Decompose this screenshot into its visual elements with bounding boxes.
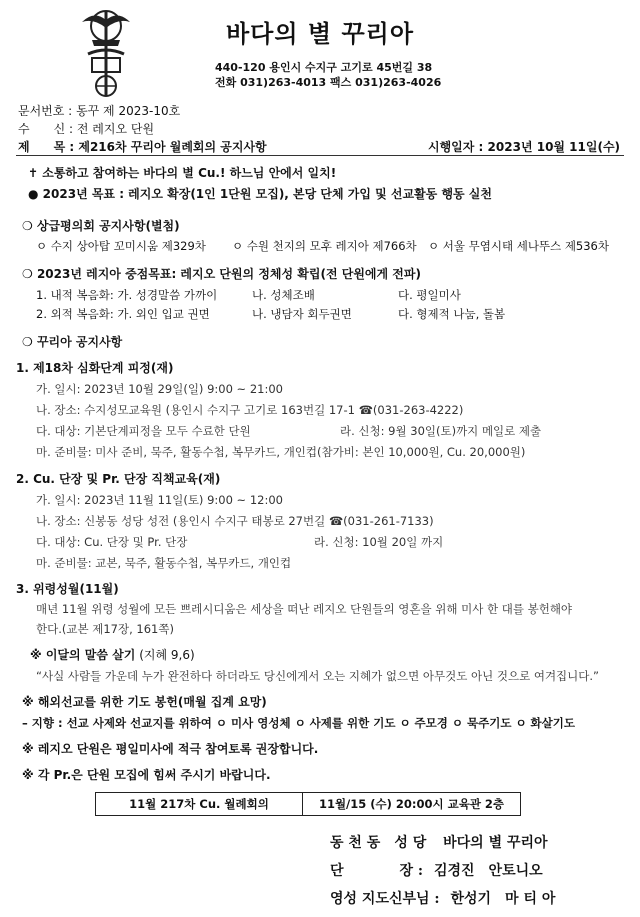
drop-icon: ●: [28, 187, 39, 201]
section-curia-notice: [22, 334, 122, 350]
church-name: 동 천 동 성 당: [330, 835, 427, 851]
header-divider: [16, 155, 624, 156]
meeting-table: [95, 792, 521, 816]
word-reference: (지혜 9,6): [139, 648, 195, 662]
notice-body: 한다.(교본 제17장, 161쪽): [36, 622, 174, 636]
table-row: [96, 793, 521, 816]
list-item: 다. 형제적 나눔, 돌봄: [398, 307, 506, 321]
president-name: 김경진 안토니오: [433, 863, 543, 879]
notice-retreat-title: 1. 제18차 심화단계 피정(재): [16, 361, 174, 375]
recipient: [18, 120, 154, 137]
subject-label: 제 목 :: [18, 140, 75, 154]
notice-line: 가. 일시: 2023년 10월 29일(일) 9:00 ~ 21:00: [36, 382, 283, 396]
circle-bullet-icon: ❍: [22, 219, 33, 233]
notice-memorial-title: 3. 위령성월(11월): [16, 582, 119, 596]
list-item: ㅇ 수원 천지의 모후 레지아 제766차: [232, 239, 417, 253]
list-item: ㅇ 수지 상아탑 꼬미시움 제329차: [36, 239, 206, 253]
doc-number: [18, 102, 180, 119]
list-item: 2. 외적 복음화: 가. 외인 입교 권면: [36, 307, 210, 321]
section-title: 상급평의회 공지사항(별첨): [36, 219, 180, 233]
president-label: 단 장 :: [330, 863, 424, 879]
notice-line: 마. 준비물: 교본, 묵주, 활동수첩, 복무카드, 개인컵: [36, 556, 292, 570]
list-item: 나. 성체조배: [252, 288, 315, 302]
note-recruitment: ※ 각 Pr.은 단원 모집에 힘써 주시기 바랍니다.: [22, 768, 271, 782]
notice-line: 나. 장소: 수지성모교육원 (용인시 수지구 고기로 163번길 17-1 ☎(031-263-4222): [36, 403, 464, 417]
note-weekday-mass: ※ 레지오 단원은 평일미사에 적극 참여토록 권장합니다.: [22, 742, 319, 756]
notice-line: 마. 준비물: 미사 준비, 묵주, 활동수첩, 복무카드, 개인컵(참가비: 본인 10,000원, Cu. 20,000원): [36, 445, 526, 459]
word-title: ※ 이달의 말씀 살기: [30, 648, 136, 662]
recipient-label: 수 신 :: [18, 122, 74, 136]
list-item: ㅇ 서울 무염시태 세나뚜스 제536차: [428, 239, 609, 253]
notice-line: 다. 대상: 기본단계피정을 모두 수료한 단원: [36, 424, 251, 438]
circle-bullet-icon: ❍: [22, 267, 33, 281]
recipient-value: 전 레지오 단원: [76, 122, 155, 136]
list-item: 1. 내적 복음화: 가. 성경말씀 가까이: [36, 288, 218, 302]
meeting-when: 11월/15 (수) 20:00시 교육관 2층: [303, 793, 521, 816]
phone-fax-line: 전화 031)263-4013 팩스 031)263-4026: [215, 76, 442, 89]
circle-bullet-icon: ❍: [22, 335, 33, 349]
prayer-line: – 지향 : 선교 사제와 선교지를 위하여 ㅇ 미사 영성체 ㅇ 사제를 위한 기도 ㅇ 주모경 ㅇ 묵주기도 ㅇ 화살기도: [22, 716, 575, 730]
section-senior-council: [22, 218, 180, 234]
notice-training-title: 2. Cu. 단장 및 Pr. 단장 직책교육(재): [16, 472, 221, 486]
notice-line: 라. 신청: 9월 30일(토)까지 메일로 제출: [340, 424, 542, 438]
issue-date: [428, 138, 620, 155]
motto-line-2: [28, 186, 492, 202]
motto-text-2: 2023년 목표 : 레지오 확장(1인 1단원 모집), 본당 단체 가입 및 선교활동 행동 실천: [42, 187, 492, 201]
word-quote: “사실 사람들 가운데 누가 완전하다 하더라도 당신에게서 오는 지혜가 없으면 아무것도 아닌 것으로 여겨집니다.”: [36, 669, 599, 683]
list-item: 나. 냉담자 회두권면: [252, 307, 352, 321]
cross-icon: ✝: [28, 166, 39, 180]
notice-line: 가. 일시: 2023년 11월 11일(토) 9:00 ~ 12:00: [36, 493, 283, 507]
meeting-name: 11월 217차 Cu. 월례회의: [96, 793, 303, 816]
notice-line: 다. 대상: Cu. 단장 및 Pr. 단장: [36, 535, 188, 549]
section-regia-goal: [22, 266, 421, 282]
section-title: 2023년 레지아 중점목표: 레지오 단원의 정체성 확립(전 단원에게 전파): [36, 267, 421, 281]
issue-date-value: 2023년 10월 11일(수): [487, 140, 621, 154]
priest-label: 영성 지도신부님 :: [330, 891, 440, 907]
signature-priest: [330, 888, 555, 908]
signature-church: [330, 832, 548, 852]
issue-date-label: 시행일자 :: [428, 140, 484, 154]
motto-line-1: [28, 165, 336, 181]
doc-number-value: 동꾸 제 2023-10호: [76, 104, 181, 118]
list-item: 다. 평일미사: [398, 288, 461, 302]
address-line: 440-120 용인시 수지구 고기로 45번길 38: [215, 61, 433, 74]
notice-body: 매년 11월 위령 성월에 모든 쁘레시디움은 세상을 떠난 레지오 단원들의 영혼을 위해 미사 한 대를 봉헌해야: [36, 602, 573, 616]
notice-line: 라. 신청: 10월 20일 까지: [314, 535, 444, 549]
motto-text-1: 소통하고 참여하는 바다의 별 Cu.! 하느님 안에서 일치!: [42, 166, 337, 180]
subject: [18, 138, 267, 155]
signature-president: [330, 860, 543, 880]
priest-name: 한성기 마 티 아: [450, 891, 556, 907]
subject-value: 제216차 꾸리아 월례회의 공지사항: [78, 140, 267, 154]
prayer-title: ※ 해외선교를 위한 기도 봉헌(매월 집계 요망): [22, 695, 267, 709]
address-block: [215, 60, 441, 90]
page-title: 바다의 별 꾸리아: [226, 20, 414, 48]
notice-line: 나. 장소: 신봉동 성당 성전 (용인시 수지구 태봉로 27번길 ☎(031-261-7133): [36, 514, 434, 528]
section-title: 꾸리아 공지사항: [36, 335, 123, 349]
curia-name: 바다의 별 꾸리아: [443, 835, 548, 851]
word-of-month: [30, 647, 195, 663]
doc-number-label: 문서번호 :: [18, 104, 73, 118]
